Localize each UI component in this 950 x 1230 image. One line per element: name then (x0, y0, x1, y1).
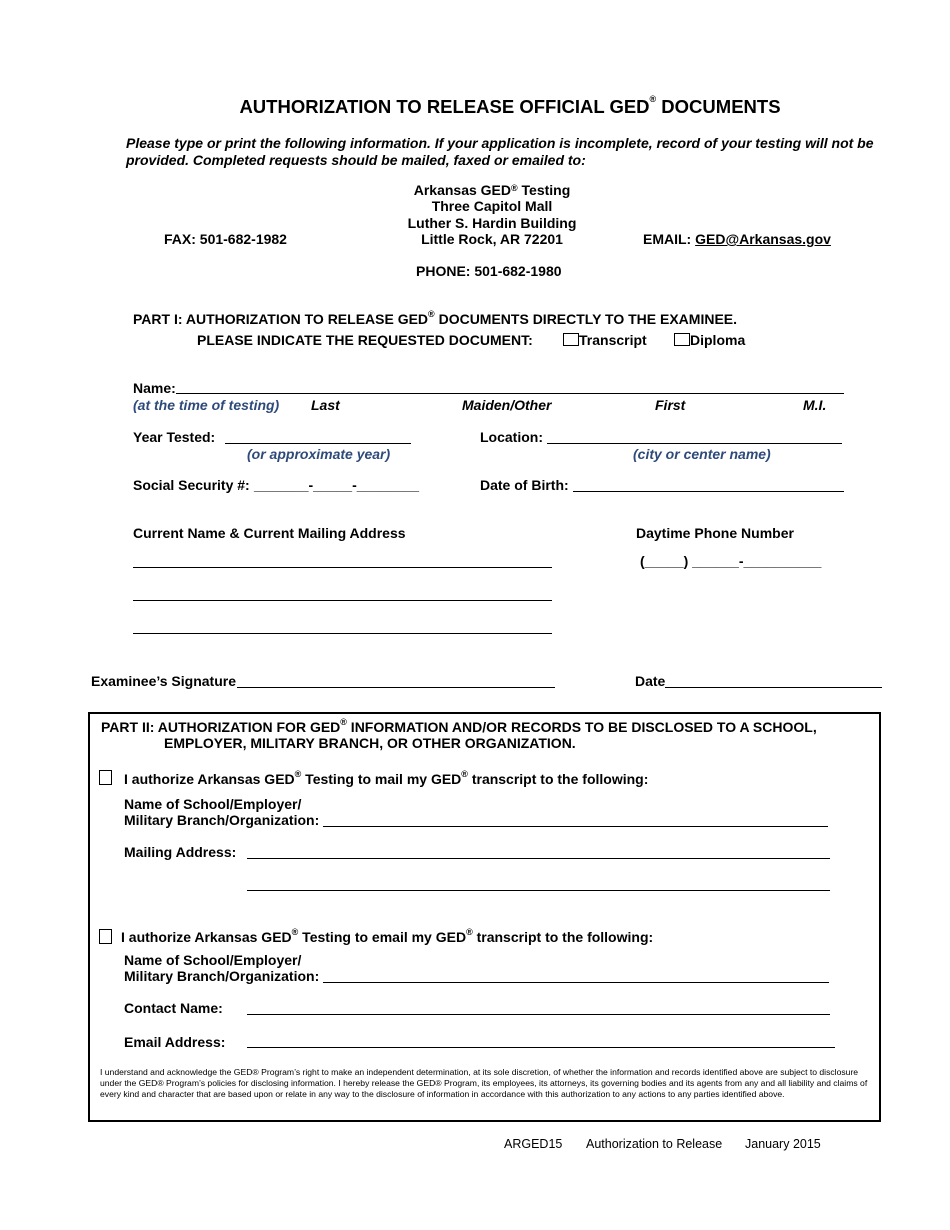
current-name-address-label: Current Name & Current Mailing Address (133, 525, 406, 541)
first-name-caption: First (655, 397, 686, 413)
middle-initial-caption: M.I. (803, 397, 827, 413)
address-input-line-2[interactable] (133, 600, 552, 601)
email-school-label-1: Name of School/Employer/ (124, 952, 302, 968)
address-line: Luther S. Hardin Building (407, 214, 577, 231)
address-line: Little Rock, AR 72201 (421, 230, 563, 247)
phone-number: PHONE: 501-682-1980 (416, 263, 562, 279)
fax-number: FAX: 501-682-1982 (164, 231, 287, 247)
location-label: Location: (480, 429, 543, 445)
location-hint: (city or center name) (633, 446, 771, 462)
email-school-label-2: Military Branch/Organization: (124, 968, 320, 984)
location-input-line[interactable] (547, 443, 842, 444)
daytime-phone-input-blanks[interactable]: (_____) ______-__________ (640, 553, 822, 569)
diploma-option-label: Diploma (690, 332, 746, 348)
last-name-caption: Last (311, 397, 340, 413)
org-name: Arkansas GED® Testing (413, 182, 571, 198)
address-input-line-3[interactable] (133, 633, 552, 634)
disclaimer-text: I understand and acknowledge the GED® Program’s right to make an independent determination, at its sole discretion, of whether the information and records identified above are subject to disclosure under the GED® Program’s policies for disclosing information. I hereby release the GED® Program, its employees, its attorneys, its governing bodies and its agents from any and all liability and claims of every kind and character that are based upon or relate in any way to the disclosure of information in accordance with this authorization to any actions to any parties identified above. (100, 1067, 868, 1099)
transcript-option-label: Transcript (579, 332, 647, 348)
part2-heading-line2: EMPLOYER, MILITARY BRANCH, OR OTHER ORGANIZATION. (164, 735, 576, 751)
year-tested-label: Year Tested: (133, 429, 216, 445)
form-code: ARGED15 (504, 1137, 563, 1151)
email-authorization-text: I authorize Arkansas GED® Testing to email my GED® transcript to the following: (121, 927, 654, 945)
mailing-address-label: Mailing Address: (124, 844, 237, 860)
mailing-address-input-line-2[interactable] (247, 890, 830, 891)
email-authorization-checkbox[interactable] (99, 929, 112, 944)
email-school-input-line[interactable] (323, 982, 829, 983)
signature-input-line[interactable] (237, 687, 555, 688)
address-input-line-1[interactable] (133, 567, 552, 568)
name-label: Name: (133, 380, 176, 396)
name-hint: (at the time of testing) (133, 397, 280, 413)
instructions: Please type or print the following information. If your application is incomplete, record of your testing will not be provided. Completed requests should be mailed, faxed or emailed to: (126, 135, 874, 168)
form-date: January 2015 (745, 1137, 821, 1151)
email-address-input-line[interactable] (247, 1047, 835, 1048)
year-tested-input-line[interactable] (225, 443, 411, 444)
address-line: Three Capitol Mall (431, 198, 553, 215)
daytime-phone-label: Daytime Phone Number (636, 525, 794, 541)
contact-name-label: Contact Name: (124, 1000, 223, 1016)
dob-input-line[interactable] (573, 491, 844, 492)
transcript-checkbox[interactable] (563, 333, 579, 346)
year-hint: (or approximate year) (247, 446, 391, 462)
mail-school-input-line[interactable] (323, 826, 828, 827)
ssn-input-blanks[interactable]: _______-_____-________ (254, 477, 420, 493)
form-name: Authorization to Release (586, 1137, 723, 1151)
email-contact: EMAIL: GED@Arkansas.gov (643, 231, 831, 247)
page-title: AUTHORIZATION TO RELEASE OFFICIAL GED® DOCUMENTS (239, 94, 781, 117)
mail-school-label-2: Military Branch/Organization: (124, 812, 320, 828)
mail-authorization-checkbox[interactable] (99, 770, 112, 785)
mailing-address-block (380, 182, 604, 247)
diploma-checkbox[interactable] (674, 333, 690, 346)
ssn-label: Social Security #: (133, 477, 250, 493)
mailing-address-input-line-1[interactable] (247, 858, 830, 859)
part1-heading: PART I: AUTHORIZATION TO RELEASE GED® DOCUMENTS DIRECTLY TO THE EXAMINEE. (133, 309, 738, 327)
mail-authorization-text: I authorize Arkansas GED® Testing to mail my GED® transcript to the following: (124, 769, 649, 787)
contact-name-input-line[interactable] (247, 1014, 830, 1015)
maiden-name-caption: Maiden/Other (462, 397, 552, 413)
mail-school-label-1: Name of School/Employer/ (124, 796, 302, 812)
document-type-prompt: PLEASE INDICATE THE REQUESTED DOCUMENT: (197, 332, 533, 348)
signature-date-label: Date (635, 673, 666, 689)
email-link[interactable]: GED@Arkansas.gov (695, 231, 831, 247)
email-address-label: Email Address: (124, 1034, 226, 1050)
signature-date-input-line[interactable] (665, 687, 882, 688)
name-input-line[interactable] (176, 393, 844, 394)
dob-label: Date of Birth: (480, 477, 569, 493)
part2-heading: PART II: AUTHORIZATION FOR GED® INFORMATION AND/OR RECORDS TO BE DISCLOSED TO A SCHOOL, (101, 717, 817, 735)
signature-label: Examinee’s Signature (91, 673, 236, 689)
